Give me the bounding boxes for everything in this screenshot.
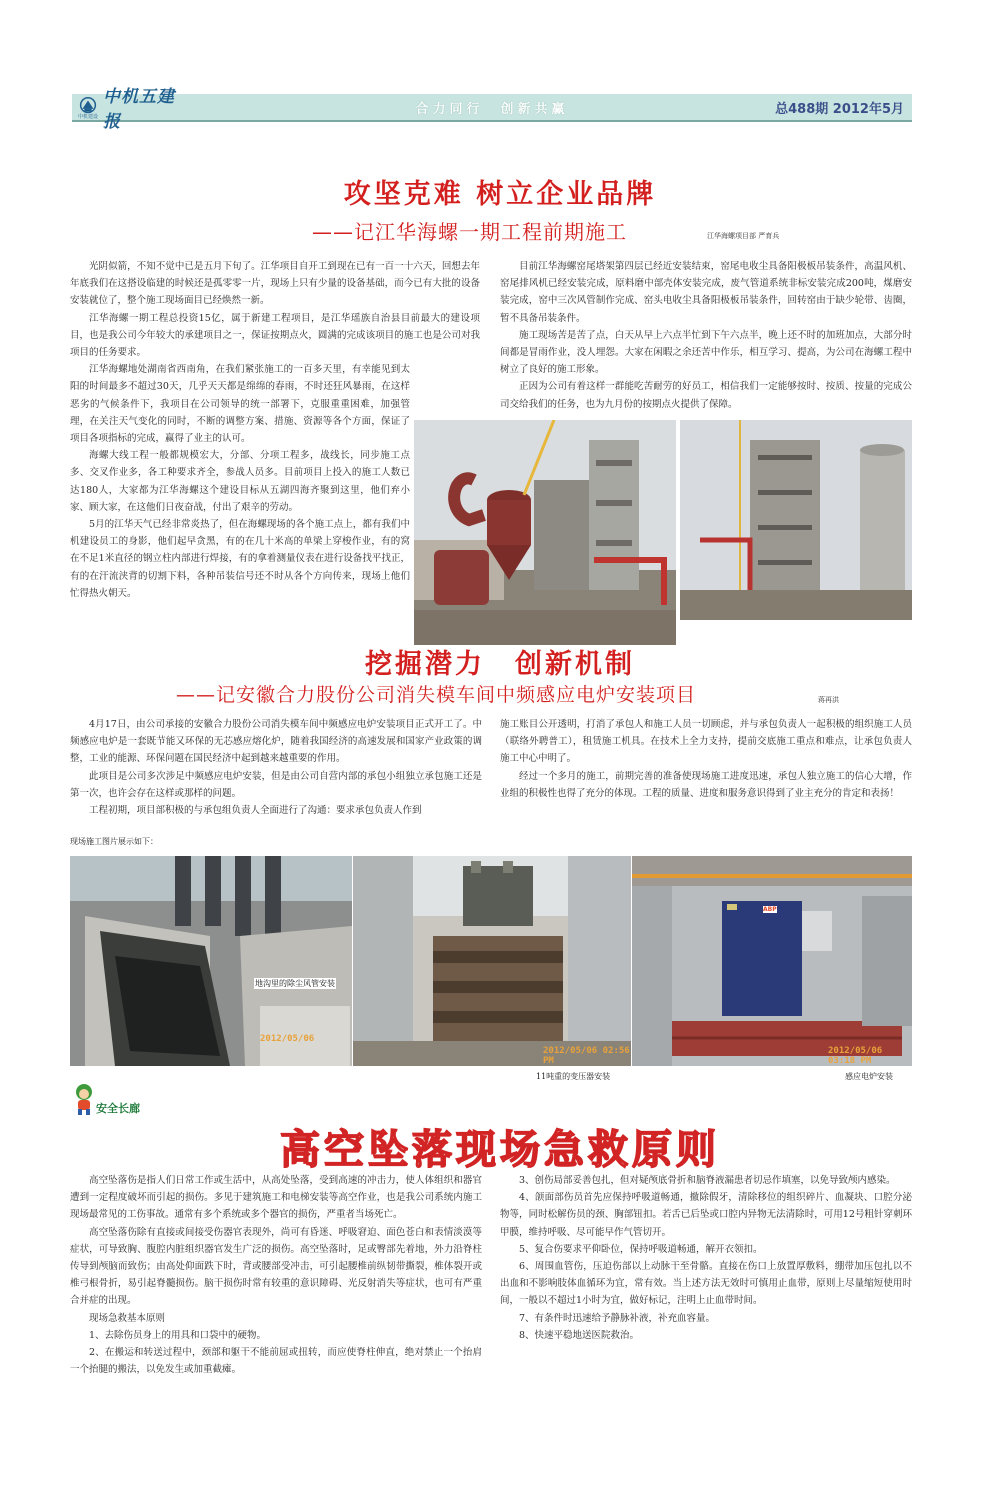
article2-paragraph: 经过一个多月的施工，前期完善的准备使现场施工进度迅速，承包人独立施工的信心大增，作业组的积极性也得了充分的体现。工程的质量、进度和服务意识得到了业主充分的肯定和表扬！ bbox=[500, 770, 912, 799]
article1-paragraph: 目前江华海螺窑尾塔架第四层已经近安装结束，窑尾电收尘具备阳极板吊装条件，高温风机、窑尾排风机已经安装完成，原料磨中部壳体安装完成，废气管道系统非标安装完成200吨，煤磨安装完成，窑中三次风管制作完成、窑头电收尘具备阳极板吊装条件，回转窑由于缺少轮带、齿圈，暂不具备吊装条件。 bbox=[500, 261, 912, 324]
article1-title: 攻坚克难 树立企业品牌 bbox=[343, 179, 657, 210]
safety-right-column bbox=[500, 1172, 912, 1344]
article2-paragraph: 此项目是公司多次涉足中频感应电炉安装，但是由公司自营内部的承包小组独立承包施工还是第一次，也许会存在这样或那样的问题。 bbox=[70, 770, 482, 799]
photos-intro: 现场施工图片展示如下： bbox=[70, 837, 158, 846]
article1-paragraph: 正因为公司有着这样一群能吃苦耐劳的好员工，相信我们一定能够按时、按质、按量的完成公司交给我们的任务，也为九月份的按期点火提供了保障。 bbox=[500, 381, 912, 410]
construction-photo-induction-furnace bbox=[632, 856, 912, 1066]
photo1-label: 地沟里的除尘风管安装 bbox=[255, 979, 335, 988]
construction-photo-transformer bbox=[353, 856, 631, 1066]
article1-right-column bbox=[500, 258, 912, 413]
article1-subtitle: ——记江华海螺一期工程前期施工 bbox=[312, 220, 627, 244]
article1-byline: 江华海螺项目部 严育兵 bbox=[707, 232, 780, 240]
construction-photo-preheater-tower bbox=[680, 420, 912, 620]
masthead-logo-sub: 中机建设 bbox=[78, 114, 99, 120]
furnace-brand: ABP bbox=[763, 906, 777, 913]
safety-section-label: 安全长廊 bbox=[96, 1102, 140, 1115]
article1-paragraph: 5月的江华天气已经非常炎热了，但在海螺现场的各个施工点上，都有我们中机建设员工的身影，他们起早贪黑，有的在几十米高的单梁上穿梭作业，有的窝在不足1米直径的钢立柱内部进行焊接，有的拿着测量仪表在进行设备找平找正，有的在汗流浃背的切割下料，各种吊装信号还不时从各个方向传来，现场上他们忙得热火朝天。 bbox=[70, 519, 410, 599]
article2-byline: 蒋再洪 bbox=[818, 696, 839, 704]
article2-paragraph: 4月17日，由公司承接的安徽合力股份公司消失模车间中频感应电炉安装项目正式开工了。中频感应电炉是一套既节能又环保的无芯感应熔化炉，随着我国经济的高速发展和国家产业政策的调整，工业的能源、环保问题在国民经济中起到越来越重要的作用。 bbox=[70, 719, 482, 765]
safety-list-item: 4、颌面部伤员首先应保持呼吸道畅通，撤除假牙，清除移位的组织碎片、血凝块、口腔分泌物等，同时松解伤员的颈、胸部钮扣。若舌已后坠或口腔内异物无法清除时，可用12号粗针穿刺环甲膜，维持呼吸、尽可能早作气管切开。 bbox=[500, 1192, 912, 1238]
safety-title: 高空坠落现场急救原则 bbox=[280, 1127, 720, 1173]
article1-paragraph: 江华海螺地处湖南省西南角，在我们紧张施工的一百多天里，有幸能见到太阳的时间最多不超过30天，几乎天天都是绵绵的春雨，不时还狂风暴雨，在这样恶劣的气候条件下，我项目在公司领导的统一部署下，克服重重困难，加强管理，在关注天气变化的同时，不断的调整方案、措施、资源等各个方面，保证了项目各项指标的完成，赢得了业主的认可。 bbox=[70, 364, 410, 445]
photo2-timestamp: 2012/05/06 02:56 PM bbox=[543, 1046, 630, 1066]
construction-photo-trench-duct bbox=[70, 856, 352, 1066]
article2-title: 挖掘潜力 创新机制 bbox=[365, 649, 635, 680]
article2-left-column bbox=[70, 716, 482, 819]
safety-list-item: 8、快速平稳地送医院救治。 bbox=[519, 1329, 640, 1341]
masthead-motto: 合力同行 创新共赢 bbox=[415, 102, 569, 117]
masthead-bar bbox=[72, 87, 912, 132]
safety-list-item: 2、在搬运和转送过程中，颈部和躯干不能前屈或扭转，而应使脊柱伸直，绝对禁止一个抬肩一个抬腿的搬法，以免发生或加重截瘫。 bbox=[70, 1347, 482, 1376]
safety-section-badge bbox=[72, 1082, 182, 1118]
article1-paragraph: 海螺大线工程一般都规模宏大，分部、分项工程多，战线长，同步施工点多、交叉作业多，各工种要求齐全，参战人员多。目前项目上投入的施工人数已达180人，大家都为江华海螺这个建设目标从五湖四海齐聚到这里，他们弃小家、顾大家，在这他们日夜奋战，付出了艰辛的劳动。 bbox=[70, 450, 410, 513]
safety-paragraph: 高空坠落伤是指人们日常工作或生活中，从高处坠落，受到高速的冲击力，使人体组织和器官遭到一定程度破坏而引起的损伤。多见于建筑施工和电梯安装等高空作业，也是我公司系统内施工现场最常见的工伤事故。通常有多个系统或多个器官的损伤，严重者当场死亡。 bbox=[70, 1175, 482, 1221]
safety-list-item: 1、去除伤员身上的用具和口袋中的硬物。 bbox=[89, 1329, 267, 1341]
masthead-title: 中机五建报 bbox=[102, 87, 175, 132]
safety-list-item: 现场急救基本原则 bbox=[89, 1312, 166, 1324]
safety-list-item: 7、有条件时迅速给予静脉补液，补充血容量。 bbox=[519, 1312, 716, 1324]
construction-photo-cyclone-tower bbox=[414, 420, 676, 645]
article1-paragraph: 施工现场苦是苦了点，白天从早上六点半忙到下午六点半，晚上还不时的加班加点，大部分时间都是冒雨作业，没人埋怨。大家在闲暇之余还苦中作乐，相互学习、提高，为公司在海螺工程中树立了良好的施工形象。 bbox=[500, 329, 912, 376]
safety-paragraph: 高空坠落伤除有直接或间接受伤器官表现外，尚可有昏迷、呼吸窘迫、面色苍白和表情淡漠等症状，可导致胸、腹腔内脏组织器官发生广泛的损伤。高空坠落时，足或臀部先着地，外力沿脊柱传导到颅脑而致伤；由高处仰面跌下时，背或腰部受冲击，可引起腰椎前纵韧带撕裂，椎体裂开或椎弓根骨折，易引起脊髓损伤。脑干损伤时常有较重的意识障碍、光反射消失等症状，也可有严重合并症的出现。 bbox=[70, 1226, 482, 1307]
safety-mascot-icon bbox=[72, 1082, 96, 1116]
safety-list-item: 6、周围血管伤，压迫伤部以上动脉干至骨骼。直接在伤口上放置厚敷料，绷带加压包扎以不出血和不影响肢体血循环为宜，常有效。当上述方法无效时可慎用止血带，原则上尽量缩短使用时间，一般以不超过1小时为宜，做好标记，注明上止血带时间。 bbox=[500, 1261, 912, 1307]
article2-paragraph: 工程初期，项目部积极的与承包组负责人全面进行了沟通：要求承包负责人作到 bbox=[89, 805, 422, 817]
safety-list-item: 3、创伤局部妥善包扎，但对疑颅底骨折和脑脊液漏患者切忌作填塞，以免导致颅内感染。 bbox=[519, 1175, 896, 1186]
photo2-caption: 11吨重的变压器安装 bbox=[536, 1072, 611, 1081]
article2-right-column bbox=[500, 716, 912, 802]
safety-left-column bbox=[70, 1172, 482, 1378]
article2-subtitle: ——记安徽合力股份公司消失模车间中频感应电炉安装项目 bbox=[176, 684, 697, 706]
article1-paragraph: 光阴似箭，不知不觉中已是五月下旬了。江华项目自开工到现在已有一百一十六天，回想去年年底我们在这搭设临建的时候还是孤零零一片，现场上只有少量的设备基础，而今已有大批的设备安装就位了，整个施工现场面目已经焕然一新。 bbox=[70, 261, 480, 307]
issue-number: 总488期 2012年5月 bbox=[775, 102, 904, 117]
article1-paragraph: 江华海螺一期工程总投资15亿，属于新建工程项目，是江华瑶族自治县目前最大的建设项目，也是我公司今年较大的承建项目之一，保证按期点火，圆满的完成该项目的施工也是公司对我项目的任务要求。 bbox=[70, 312, 480, 359]
photo3-timestamp: 2012/05/06 03:18 PM bbox=[828, 1046, 883, 1066]
photo3-caption: 感应电炉安装 bbox=[845, 1072, 893, 1081]
safety-list-item: 5、复合伤要求平仰卧位，保持呼吸道畅通，解开衣领扣。 bbox=[519, 1243, 763, 1255]
article2-paragraph: 施工账目公开透明，打消了承包人和施工人员一切顾虑，并与承包负责人一起积极的组织施工人员（联络外聘普工），租赁施工机具。在技术上全力支持，提前交底施工重点和难点，让承包负责人施工中心中明了。 bbox=[500, 719, 912, 765]
photo1-timestamp: 2012/05/06 bbox=[260, 1034, 315, 1044]
